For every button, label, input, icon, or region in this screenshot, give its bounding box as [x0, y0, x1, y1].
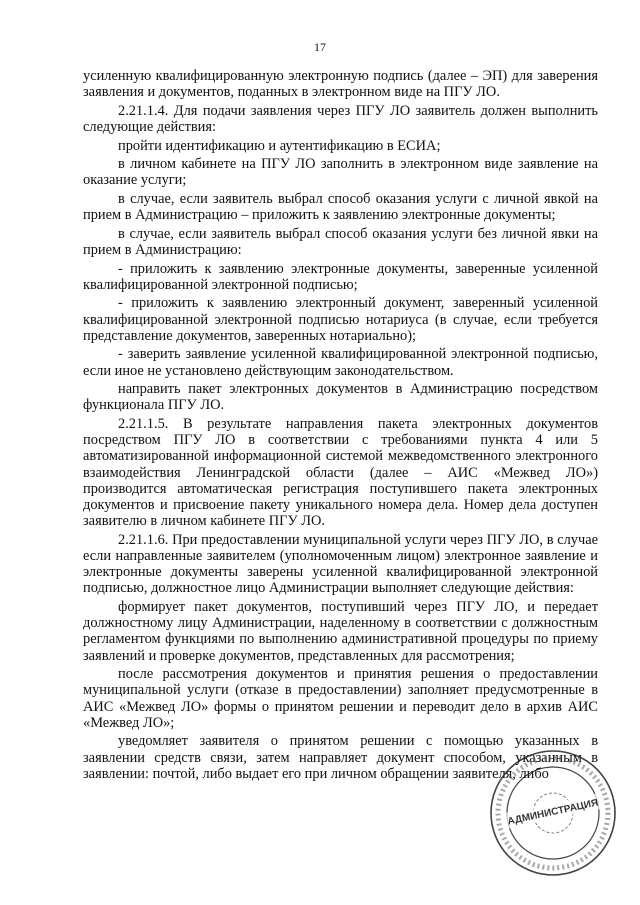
paragraph: в случае, если заявитель выбрал способ оказания услуги без личной явки на прием в Администрацию:	[83, 225, 598, 258]
paragraph: направить пакет электронных документов в Администрацию посредством функционала ПГУ ЛО.	[83, 381, 598, 414]
paragraph: после рассмотрения документов и принятия решения о предоставлении муниципальной услуги (отказе в предоставлении) заполняет предусмотренные в АИС «Межвед ЛО» формы о принятом решении и переводит дело в архив АИС «Межвед ЛО»;	[83, 666, 598, 731]
paragraph: уведомляет заявителя о принятом решении с помощью указанных в заявлении средств связи, затем направляет документ способом, указанным в заявлении: почтой, либо выдает его при личном обращении заявителя, либо	[83, 733, 598, 782]
paragraph: - приложить к заявлению электронные документы, заверенные усиленной квалифицированной электронной подписью;	[83, 260, 598, 293]
paragraph: формирует пакет документов, поступивший через ПГУ ЛО, и передает должностному лицу Администрации, наделенному в соответствии с должностным регламентом функциями по выполнению административной процедуры по приему заявлений и проверке документов, представленных для рассмотрения;	[83, 598, 598, 664]
official-stamp	[488, 748, 618, 878]
paragraph: усиленную квалифицированную электронную подпись (далее – ЭП) для заверения заявления и документов, поданных в электронном виде на ПГУ ЛО.	[83, 68, 598, 101]
paragraph: в личном кабинете на ПГУ ЛО заполнить в электронном виде заявление на оказание услуги;	[83, 156, 598, 189]
page-number: 17	[314, 40, 326, 54]
paragraph: - приложить к заявлению электронный документ, заверенный усиленной квалифицированной электронной подписью нотариуса (в случае, если требуется представление документов, заверенных нотариально);	[83, 295, 598, 344]
document-body	[83, 68, 598, 784]
paragraph: 2.21.1.6. При предоставлении муниципальной услуги через ПГУ ЛО, в случае если направленные заявителем (уполномоченным лицом) электронное заявление и электронные документы заверены усиленной квалифицированной электронной подписью, должностное лицо Администрации выполняет следующие действия:	[83, 531, 598, 597]
paragraph: в случае, если заявитель выбрал способ оказания услуги с личной явкой на прием в Администрацию – приложить к заявлению электронные документы;	[83, 190, 598, 224]
stamp-word	[503, 793, 602, 829]
paragraph: 2.21.1.4. Для подачи заявления через ПГУ ЛО заявитель должен выполнить следующие действия:	[83, 102, 598, 135]
svg-text:АДМИНИСТРАЦИЯ: АДМИНИСТРАЦИЯ	[506, 797, 600, 828]
paragraph: 2.21.1.5. В результате направления пакета электронных документов посредством ПГУ ЛО в соответствии с требованиями пункта 4 или 5 автоматизированной информационной системой межведомственного электронного взаимодействия Ленинградской области (далее – АИС «Межвед ЛО») производится автоматическая регистрация поступившего пакета электронных документов и присвоение пакету уникального номера дела. Номер дела доступен заявителю в личном кабинете ПГУ ЛО.	[83, 415, 598, 530]
paragraph: пройти идентификацию и аутентификацию в ЕСИА;	[118, 137, 441, 154]
paragraph: - заверить заявление усиленной квалифицированной электронной подписью, если иное не установлено действующим законодательством.	[83, 346, 598, 379]
